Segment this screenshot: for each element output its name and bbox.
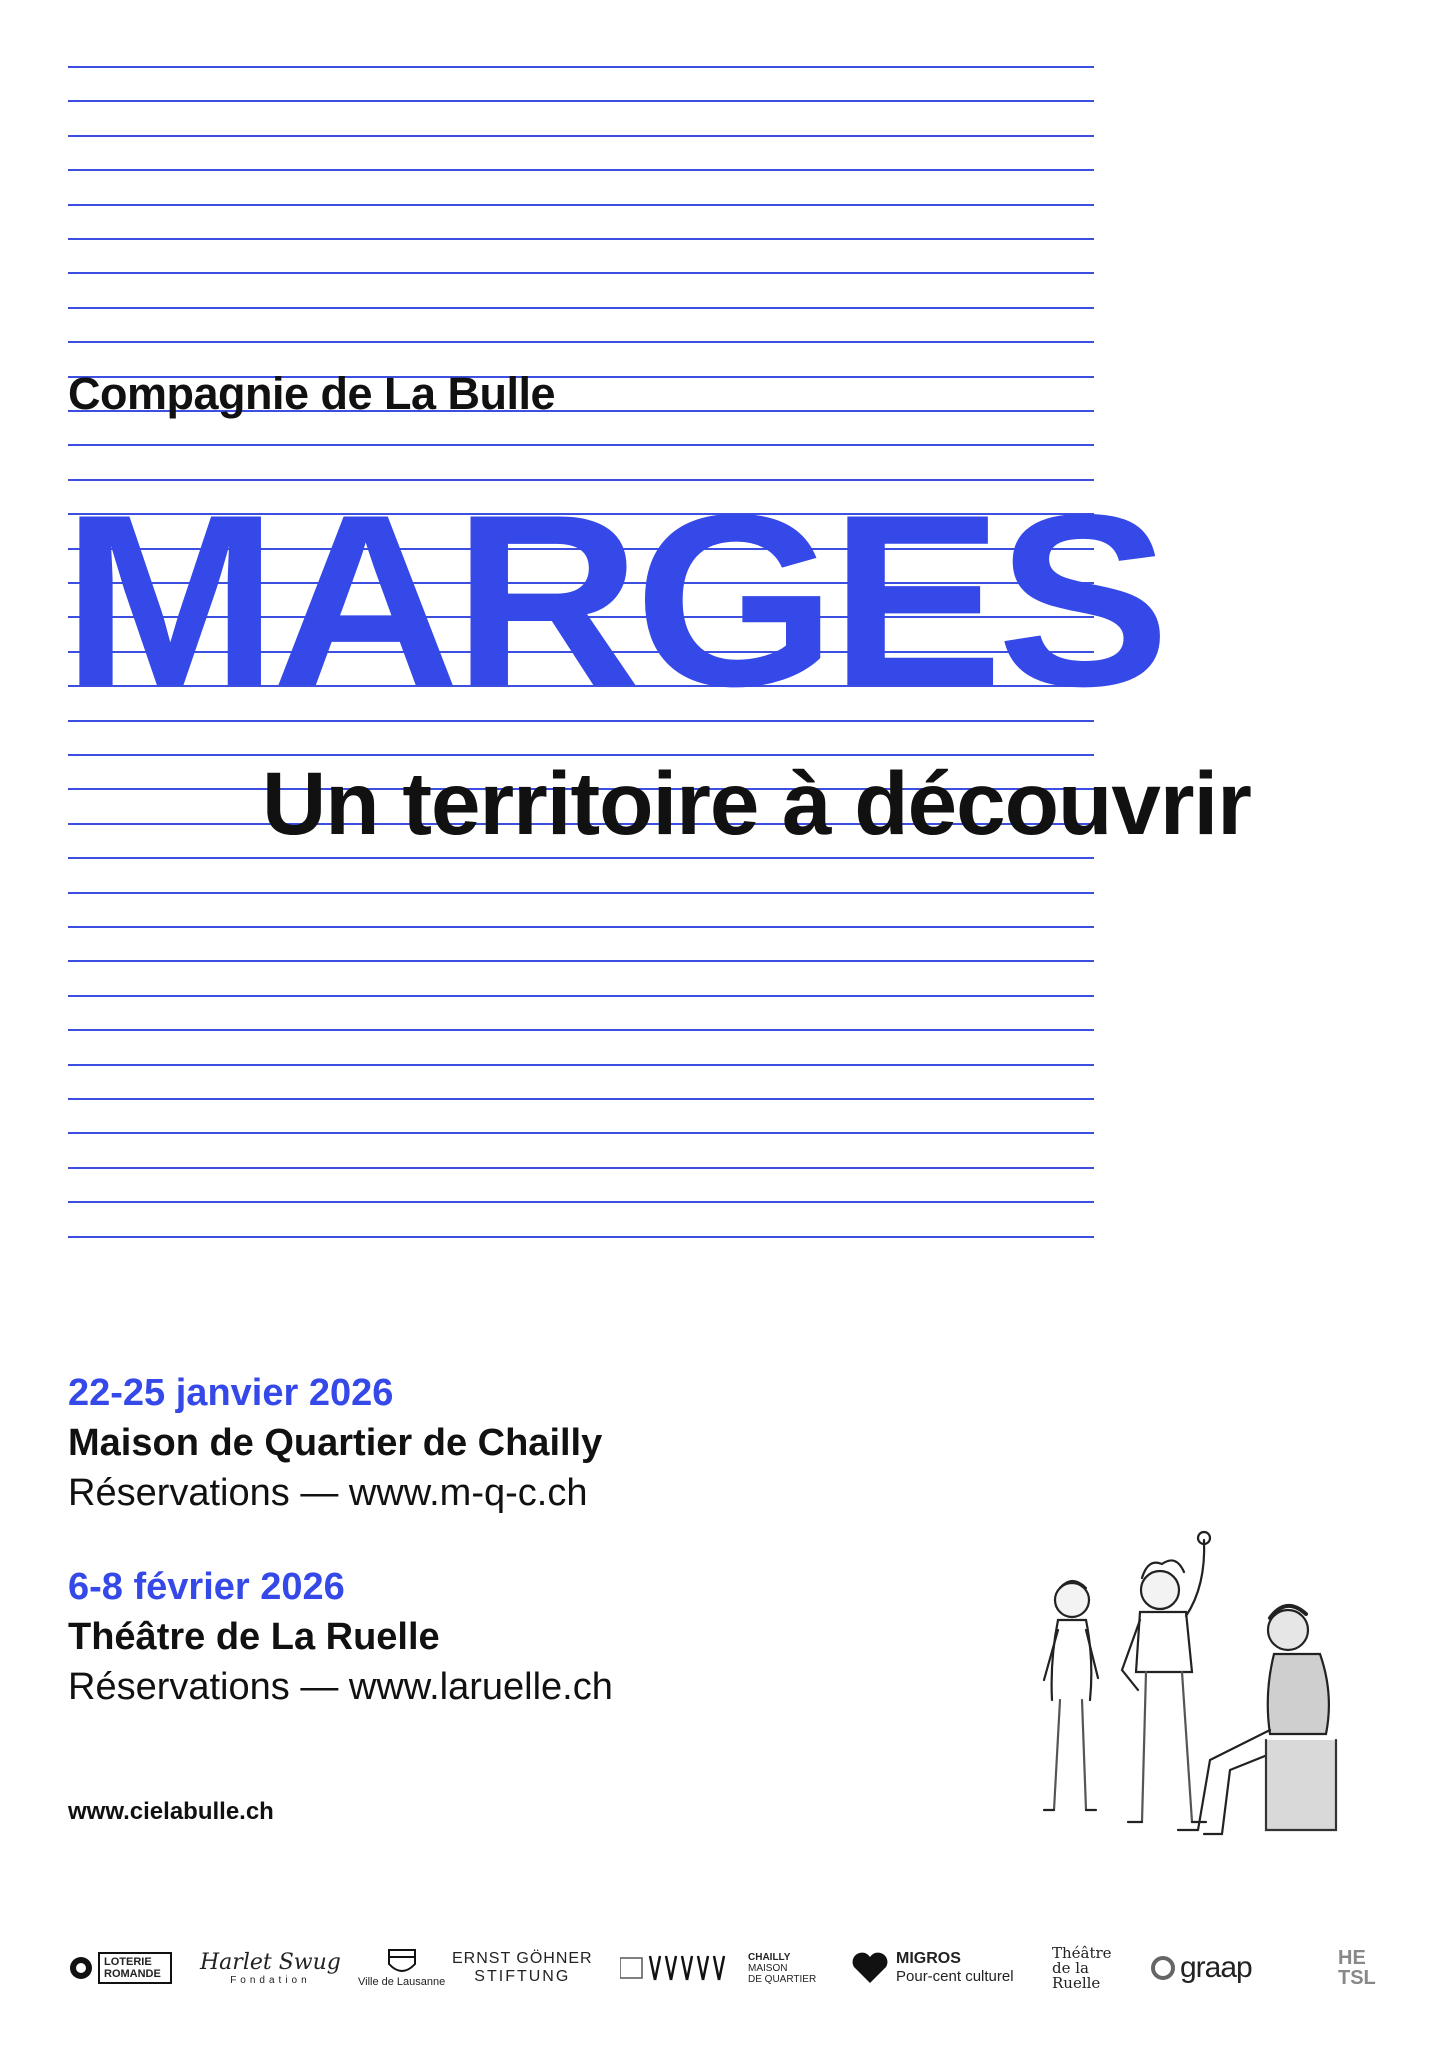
rule-line (68, 1064, 1094, 1066)
loterie-romande-logo: LOTERIE ROMANDE (68, 1938, 172, 1998)
chailly-mark-icon (620, 1952, 740, 1984)
show-subtitle: Un territoire à découvrir (262, 753, 1251, 853)
rule-line (68, 960, 1094, 962)
figures-illustration (1030, 1530, 1350, 1860)
event-block-chailly (68, 1368, 602, 1518)
event-block-ruelle (68, 1562, 613, 1712)
rule-line (68, 1201, 1094, 1203)
rule-line (68, 204, 1094, 206)
lausanne-crest-icon (385, 1948, 419, 1976)
event-date: 22-25 janvier 2026 (68, 1372, 394, 1414)
rule-line (68, 66, 1094, 68)
event-venue: Maison de Quartier de Chailly (68, 1422, 603, 1464)
rule-line (68, 444, 1094, 446)
event-venue: Théâtre de La Ruelle (68, 1616, 440, 1658)
rule-line (68, 1132, 1094, 1134)
rule-line (68, 100, 1094, 102)
graap-g-icon (1150, 1955, 1176, 1981)
show-title: MARGES (62, 463, 1164, 737)
rule-line (68, 892, 1094, 894)
theatre-ruelle-logo: Théâtre de la Ruelle (1052, 1943, 1112, 1992)
rule-line (68, 1098, 1094, 1100)
ernst-gohner-logo: ERNST GÖHNER STIFTUNG (452, 1950, 593, 1985)
event-reservation-link[interactable]: Réservations — www.m-q-c.ch (68, 1472, 588, 1514)
hetsl-logo: HE TSL (1338, 1947, 1376, 1989)
rule-line (68, 926, 1094, 928)
heart-icon (850, 1951, 890, 1985)
rule-line (68, 135, 1094, 137)
chailly-logo: CHAILLY MAISON DE QUARTIER (620, 1938, 816, 1998)
harlet-swug-logo: Harlet Swug Fondation (200, 1950, 341, 1986)
ville-de-lausanne-logo: Ville de Lausanne (358, 1938, 445, 1998)
rule-line (68, 238, 1094, 240)
website-link[interactable]: www.cielabulle.ch (68, 1798, 274, 1825)
graap-logo: graap (1150, 1938, 1252, 1998)
rule-line (68, 169, 1094, 171)
rule-line (68, 307, 1094, 309)
rule-line (68, 857, 1094, 859)
sponsor-logos (68, 1938, 1388, 2008)
rule-line (68, 1029, 1094, 1031)
rule-line (68, 272, 1094, 274)
event-reservation-link[interactable]: Réservations — www.laruelle.ch (68, 1666, 613, 1708)
rule-line (68, 341, 1094, 343)
rule-line (68, 995, 1094, 997)
rule-line (68, 1236, 1094, 1238)
company-name: Compagnie de La Bulle (68, 368, 556, 419)
rule-line (68, 1167, 1094, 1169)
event-date: 6-8 février 2026 (68, 1566, 345, 1608)
migros-logo: MIGROS Pour-cent culturel (850, 1938, 1014, 1998)
